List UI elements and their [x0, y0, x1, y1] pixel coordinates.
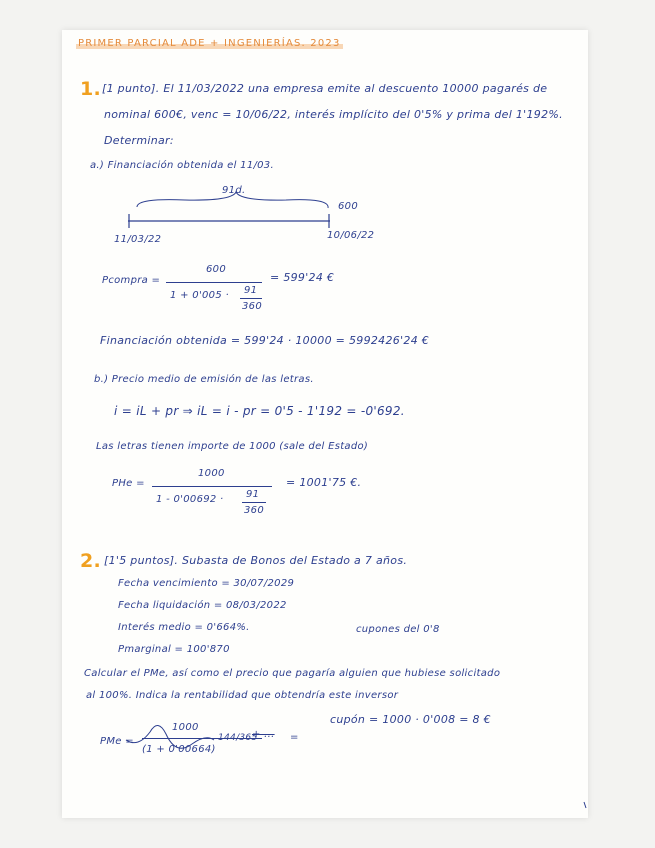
pcompra-base: 360: [242, 301, 262, 312]
question-2-number: 2.: [80, 550, 102, 572]
precio-marginal: Pmarginal = 100'870: [118, 644, 230, 655]
cupon-calculation: cupón = 1000 · 0'008 = 8 €: [330, 713, 491, 726]
pcompra-numerator: 600: [206, 264, 226, 275]
question-2-line-2: Calcular el PMe, así como el precio que pagaría alguien que hubiese solicitado: [84, 668, 501, 679]
financiacion-obtenida: Financiación obtenida = 599'24 · 10000 = 5992426'24 €: [100, 334, 430, 347]
pme-label: PMe =: [100, 736, 134, 747]
letters-note: Las letras tienen importe de 1000 (sale del Estado): [96, 441, 369, 452]
timeline-days: 91d.: [222, 185, 246, 196]
pcompra-denominator: 1 + 0'005 ·: [170, 290, 229, 301]
part-b-heading: b.) Precio medio de emisión de las letras.: [94, 374, 314, 385]
question-1-number: 1.: [80, 78, 102, 100]
pme-denominator: (1 + 0'00664): [142, 744, 216, 755]
fecha-liquidacion: Fecha liquidación = 08/03/2022: [118, 600, 287, 611]
pme-exponent: 144/365: [218, 733, 258, 743]
cupones-note: cupones del 0'8: [356, 624, 440, 635]
phe-numerator: 1000: [198, 468, 225, 479]
question-1-line-3: Determinar:: [104, 134, 174, 147]
phe-days: 91: [246, 489, 260, 500]
question-1-line-2: nominal 600€, venc = 10/06/22, interés implícito del 0'5% y prima del 1'192%.: [104, 108, 563, 121]
pcompra-label: Pcompra =: [102, 275, 161, 286]
phe-result: = 1001'75 €.: [286, 476, 362, 489]
question-1-line-1: [1 punto]. El 11/03/2022 una empresa emite al descuento 10000 pagarés de: [102, 82, 548, 95]
pme-equals: =: [290, 732, 299, 743]
question-2-line-1: [1'5 puntos]. Subasta de Bonos del Estado a 7 años.: [104, 554, 408, 567]
timeline-end-date: 10/06/22: [327, 230, 375, 241]
page-title: PRIMER PARCIAL ADE + INGENIERÍAS. 2023: [78, 38, 341, 49]
timeline-amount: 600: [338, 201, 358, 212]
fecha-vencimiento: Fecha vencimiento = 30/07/2029: [118, 578, 295, 589]
question-2-line-3: al 100%. Indica la rentabilidad que obtendría este inversor: [86, 690, 399, 701]
phe-denominator: 1 - 0'00692 ·: [156, 494, 224, 505]
rate-equation: i = iL + pr ⇒ iL = i - pr = 0'5 - 1'192 = -0'692.: [114, 404, 405, 418]
pcompra-result: = 599'24 €: [270, 271, 335, 284]
phe-label: PHe =: [112, 478, 145, 489]
interes-medio: Interés medio = 0'664%.: [118, 622, 250, 633]
timeline-start-date: 11/03/22: [114, 234, 162, 245]
pme-numerator: 1000: [172, 722, 199, 733]
phe-base: 360: [244, 505, 264, 516]
pcompra-days: 91: [244, 285, 258, 296]
part-a-heading: a.) Financiación obtenida el 11/03.: [90, 160, 274, 171]
pme-crossed-term: + ...: [252, 729, 275, 740]
